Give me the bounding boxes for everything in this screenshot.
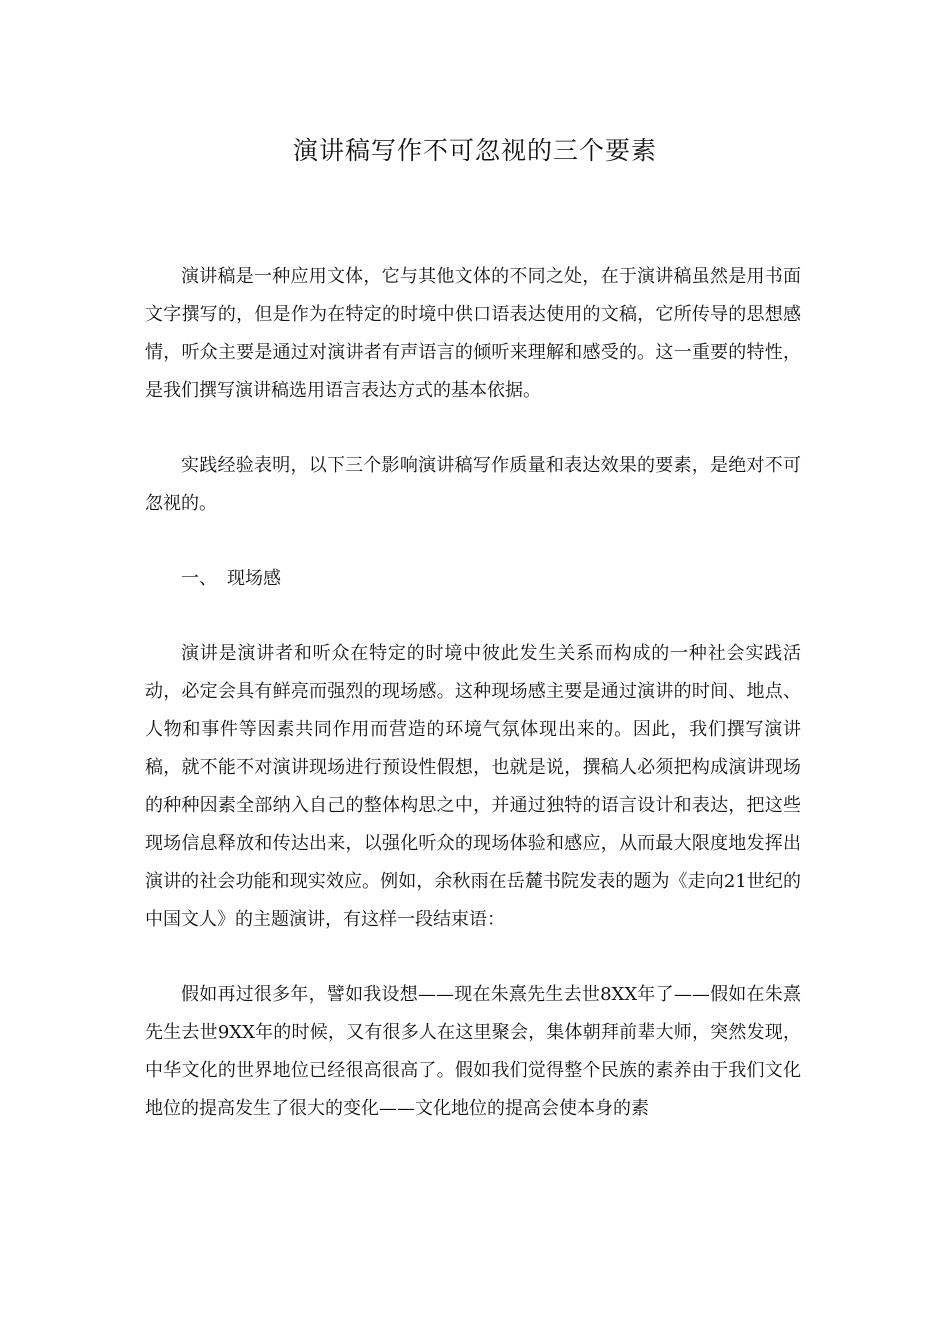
document-body (145, 258, 801, 1165)
quote-paragraph: 假如再过很多年，譬如我设想——现在朱熹先生去世8XX年了——假如在朱熹先生去世9XX年的时候，又有很多人在这里聚会，集体朝拜前辈大师，突然发现，中华文化的世界地位已经很高很高了。假如我们觉得整个民族的素养由于我们文化地位的提高发生了很大的变化——文化地位的提高会使本身的素 (145, 984, 801, 1119)
section-title: 现场感 (227, 568, 281, 589)
intro-paragraph-1: 演讲稿是一种应用文体，它与其他文体的不同之处，在于演讲稿虽然是用书面文字撰写的，但是作为在特定的时境中供口语表达使用的文稿，它所传导的思想感情，听众主要是通过对演讲者有声语言的倾听来理解和感受的。这一重要的特性，是我们撰写演讲稿选用语言表达方式的基本依据。 (145, 266, 801, 401)
section-paragraph-1: 演讲是演讲者和听众在特定的时境中彼此发生关系而构成的一种社会实践活动，必定会具有鲜亮而强烈的现场感。这种现场感主要是通过演讲的时间、地点、人物和事件等因素共同作用而营造的环境气氛体现出来的。因此，我们撰写演讲稿，就不能不对演讲现场进行预设性假想，也就是说，撰稿人必须把构成演讲现场的种种因素全部纳入自己的整体构思之中，并通过独特的语言设计和表达，把这些现场信息释放和传达出来，以强化听众的现场体验和感应，从而最大限度地发挥出演讲的社会功能和现实效应。例如，余秋雨在岳麓书院发表的题为《走向21世纪的中国文人》的主题演讲，有这样一段结束语： (145, 643, 801, 930)
section-number: 一、 (181, 568, 217, 589)
section-heading (145, 560, 801, 598)
intro-paragraph-2: 实践经验表明，以下三个影响演讲稿写作质量和表达效果的要素，是绝对不可忽视的。 (145, 455, 801, 514)
document-title: 演讲稿写作不可忽视的三个要素 (292, 136, 657, 165)
